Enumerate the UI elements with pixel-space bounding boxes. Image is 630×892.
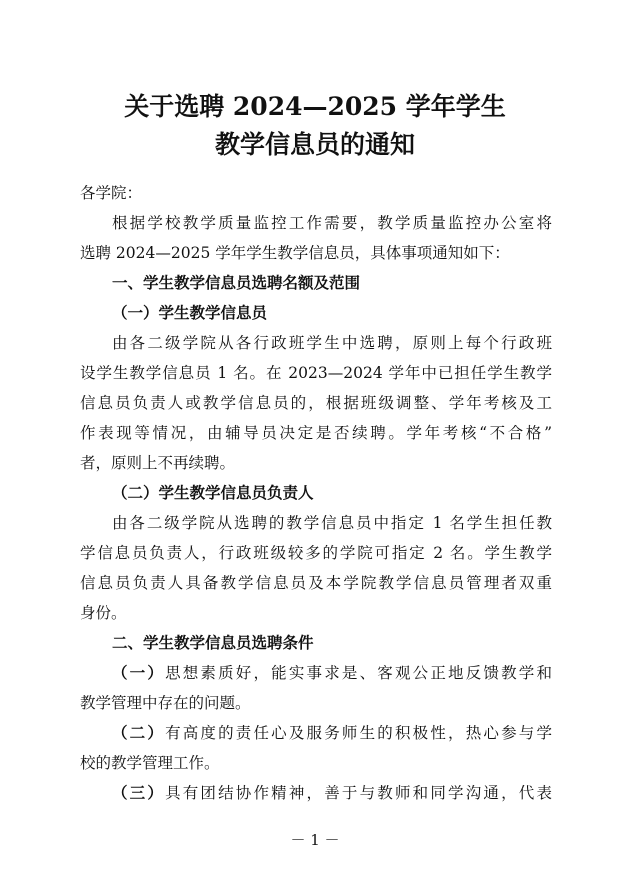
section-2-condition-2-line-1 <box>112 723 552 743</box>
section-1-sub-1-line-3: 信息员负责人或教学信息员的，根据班级调整、学年考核及工 <box>80 394 552 412</box>
section-2-condition-2-line-2: 校的教学管理工作。 <box>80 754 220 772</box>
intro-line-1: 根据学校教学质量监控工作需要，教学质量监控办公室将 <box>112 214 552 232</box>
section-1-sub-2-line-3: 信息员负责人具备教学信息员及本学院教学信息员管理者双重 <box>80 574 552 592</box>
condition-2-label: （二） <box>112 723 166 742</box>
page-number: － 1 － <box>290 831 340 849</box>
condition-3-label: （三） <box>112 783 166 802</box>
section-1-heading: 一、学生教学信息员选聘名额及范围 <box>112 274 361 292</box>
section-2-condition-1-line-2: 教学管理中存在的问题。 <box>80 694 251 712</box>
section-1-sub-1-line-4: 作表现等情况，由辅导员决定是否续聘。学年考核“不合格” <box>80 424 552 442</box>
condition-1-text: 思想素质好，能实事求是、客观公正地反馈教学和 <box>165 664 552 682</box>
section-1-sub-2-line-2: 学信息员负责人，行政班级较多的学院可指定 2 名。学生教学 <box>80 544 552 562</box>
section-1-sub-2-line-1: 由各二级学院从选聘的教学信息员中指定 1 名学生担任教 <box>112 514 552 532</box>
section-2-condition-1-line-1 <box>112 663 552 683</box>
section-1-sub-2-title: （二）学生教学信息员负责人 <box>112 483 314 502</box>
section-2-heading: 二、学生教学信息员选聘条件 <box>112 634 314 652</box>
section-2-condition-3-line-1 <box>112 783 552 803</box>
condition-1-label: （一） <box>112 663 166 682</box>
section-1-sub-1-line-5: 者，原则上不再续聘。 <box>80 454 236 472</box>
condition-2-text: 有高度的责任心及服务师生的积极性，热心参与学 <box>165 724 552 742</box>
section-1-sub-2-line-4: 身份。 <box>80 604 127 622</box>
section-1-sub-1-title: （一）学生教学信息员 <box>112 303 268 322</box>
section-1-sub-1-line-2: 设学生教学信息员 1 名。在 2023—2024 学年中已担任学生教学 <box>80 364 552 382</box>
title-line-1: 关于选聘 2024—2025 学年学生 <box>124 92 506 121</box>
condition-3-text: 具有团结协作精神，善于与教师和同学沟通，代表 <box>165 784 552 802</box>
section-1-sub-1-line-1: 由各二级学院从各行政班学生中选聘，原则上每个行政班 <box>112 334 552 352</box>
title-line-2: 教学信息员的通知 <box>214 130 415 159</box>
intro-line-2: 选聘 2024—2025 学年学生教学信息员，具体事项通知如下： <box>80 244 510 262</box>
salutation: 各学院： <box>80 184 143 202</box>
